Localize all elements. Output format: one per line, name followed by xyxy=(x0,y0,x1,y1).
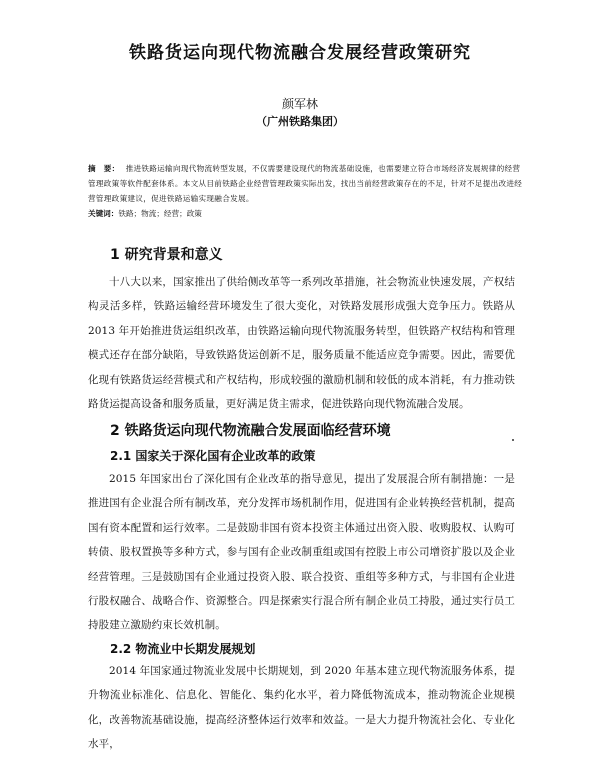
section-heading-1: 1 研究背景和意义 xyxy=(110,247,223,263)
section-heading-2: 2 铁路货运向现代物流融合发展面临经营环境 xyxy=(110,423,391,439)
subsection-heading-2-1: 2.1 国家关于深化国有企业改革的政策 xyxy=(110,449,316,463)
abstract-text: 推进铁路运输向现代物流转型发展，不仅需要建设现代的物流基础设施，也需要建立符合市场经济发展规律的经营管理政策等软件配套体系。本文从目前铁路企业经营管理政策实际出发，找出当前经营政策存在的不足，针对不足提出改进经营管理政策建议，促进铁路运输实现融合发展。 xyxy=(88,164,523,203)
abstract-block xyxy=(88,161,528,206)
keywords-label: 关键词： xyxy=(88,209,119,218)
keywords-block xyxy=(88,208,528,220)
abstract-label: 摘 要： xyxy=(88,164,120,173)
author-name: 颜军林 xyxy=(281,97,318,111)
author-affiliation: （广州铁路集团） xyxy=(256,115,344,128)
paper-title: 铁路货运向现代物流融合发展经营政策研究 xyxy=(129,43,471,63)
subsection-paragraph-2-1: 2015 年国家出台了深化国有企业改革的指导意见，提出了发展混合所有制措施：一是推进国有企业混合所有制改革，充分发挥市场机制作用，促进国有企业转换经营机制，提高国有资本配置和运行效率。二是鼓励非国有资本投资主体通过出资入股、收购股权、认购可转债、股权置换等多种方式，参与国有企业改制重组或国有控股上市公司增资扩股以及企业经营管理。三是鼓励国有企业通过投资入股、联合投资、重组等多种方式，与非国有企业进行股权融合、战略合作、资源整合。四是探索实行混合所有制企业员工持股，通过实行员工持股建立激励约束长效机制。 xyxy=(88,473,515,632)
subsection-heading-2-2: 2.2 物流业中长期发展规划 xyxy=(110,642,256,656)
keywords-text: 铁路；物流；经营；政策 xyxy=(118,209,202,218)
subsection-paragraph-2-2: 2014 年国家通过物流业发展中长期规划，到 2020 年基本建立现代物流服务体系，提升物流业标准化、信息化、智能化、集约化水平，着力降低物流成本，推动物流企业规模化，改善物流基础设施，提高经济整体运行效率和效益。一是大力提升物流社会化、专业化水平， xyxy=(88,665,515,751)
scan-speck xyxy=(512,439,514,441)
section-paragraph-1: 十八大以来，国家推出了供给侧改革等一系列改革措施，社会物流业快速发展，产权结构灵活多样，铁路运输经营环境发生了很大变化，对铁路发展形成强大竞争压力。铁路从 2013 年开始推进货运组织改革，由铁路运输向现代物流服务转型，但铁路产权结构和管理模式还存在部分缺陷，导致铁路货运创新不足，服务质量不能适应竞争需要。因此，需要优化现有铁路货运经营模式和产权结构，形成较强的激励机制和较低的成本消耗，有力推动铁路货运提高设备和服务质量，更好满足货主需求，促进铁路向现代物流融合发展。 xyxy=(88,276,515,411)
